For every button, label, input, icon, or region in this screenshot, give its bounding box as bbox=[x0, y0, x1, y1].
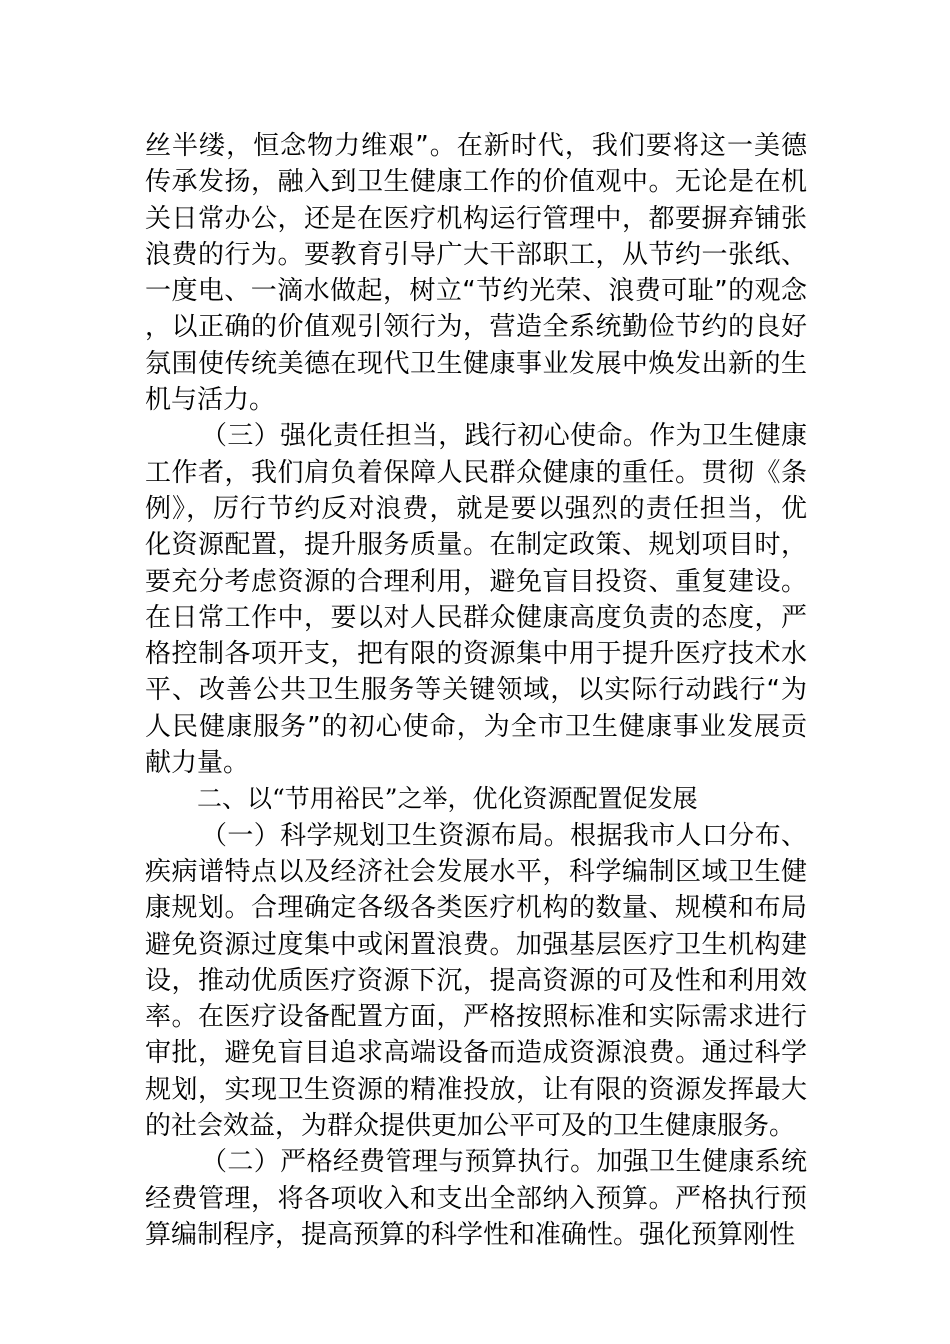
document-body bbox=[145, 128, 807, 1253]
paragraph-subsection-2: （二）严格经费管理与预算执行。加强卫生健康系统经费管理，将各项收入和支出全部纳入预算。严格执行预算编制程序，提高预算的科学性和准确性。强化预算刚性 bbox=[145, 1147, 807, 1250]
paragraph-continuation: 丝半缕，恒念物力维艰”。在新时代，我们要将这一美德传承发扬，融入到卫生健康工作的价值观中。无论是在机关日常办公，还是在医疗机构运行管理中，都要摒弃铺张浪费的行为。要教育引导广大干部职工，从节约一张纸、一度电、一滴水做起，树立“节约光荣、浪费可耻”的观念，以正确的价值观引领行为，营造全系统勤俭节约的良好氛围使传统美德在现代卫生健康事业发展中焕发出新的生机与活力。 bbox=[145, 131, 807, 416]
paragraph-subsection-1: （一）科学规划卫生资源布局。根据我市人口分布、疾病谱特点以及经济社会发展水平，科学编制区域卫生健康规划。合理确定各级各类医疗机构的数量、规模和布局避免资源过度集中或闲置浪费。加强基层医疗卫生机构建设，推动优质医疗资源下沉，提高资源的可及性和利用效率。在医疗设备配置方面，严格按照标准和实际需求进行审批，避免盲目追求高端设备而造成资源浪费。通过科学规划，实现卫生资源的精准投放，让有限的资源发挥最大的社会效益，为群众提供更加公平可及的卫生健康服务。 bbox=[145, 820, 807, 1142]
section-heading: 二、以“节用裕民”之举，优化资源配置促发展 bbox=[197, 784, 698, 814]
paragraph-section-3: （三）强化责任担当，践行初心使命。作为卫生健康工作者，我们肩负着保障人民群众健康的重任。贯彻《条例》，厉行节约反对浪费，就是要以强烈的责任担当，优化资源配置，提升服务质量。在制定政策、规划项目时，要充分考虑资源的合理利用，避免盲目投资、重复建设。在日常工作中，要以对人民群众健康高度负责的态度，严格控制各项开支，把有限的资源集中用于提升医疗技术水平、改善公共卫生服务等关键领域，以实际行动践行“为人民健康服务”的初心使命，为全市卫生健康事业发展贡献力量。 bbox=[145, 421, 807, 779]
